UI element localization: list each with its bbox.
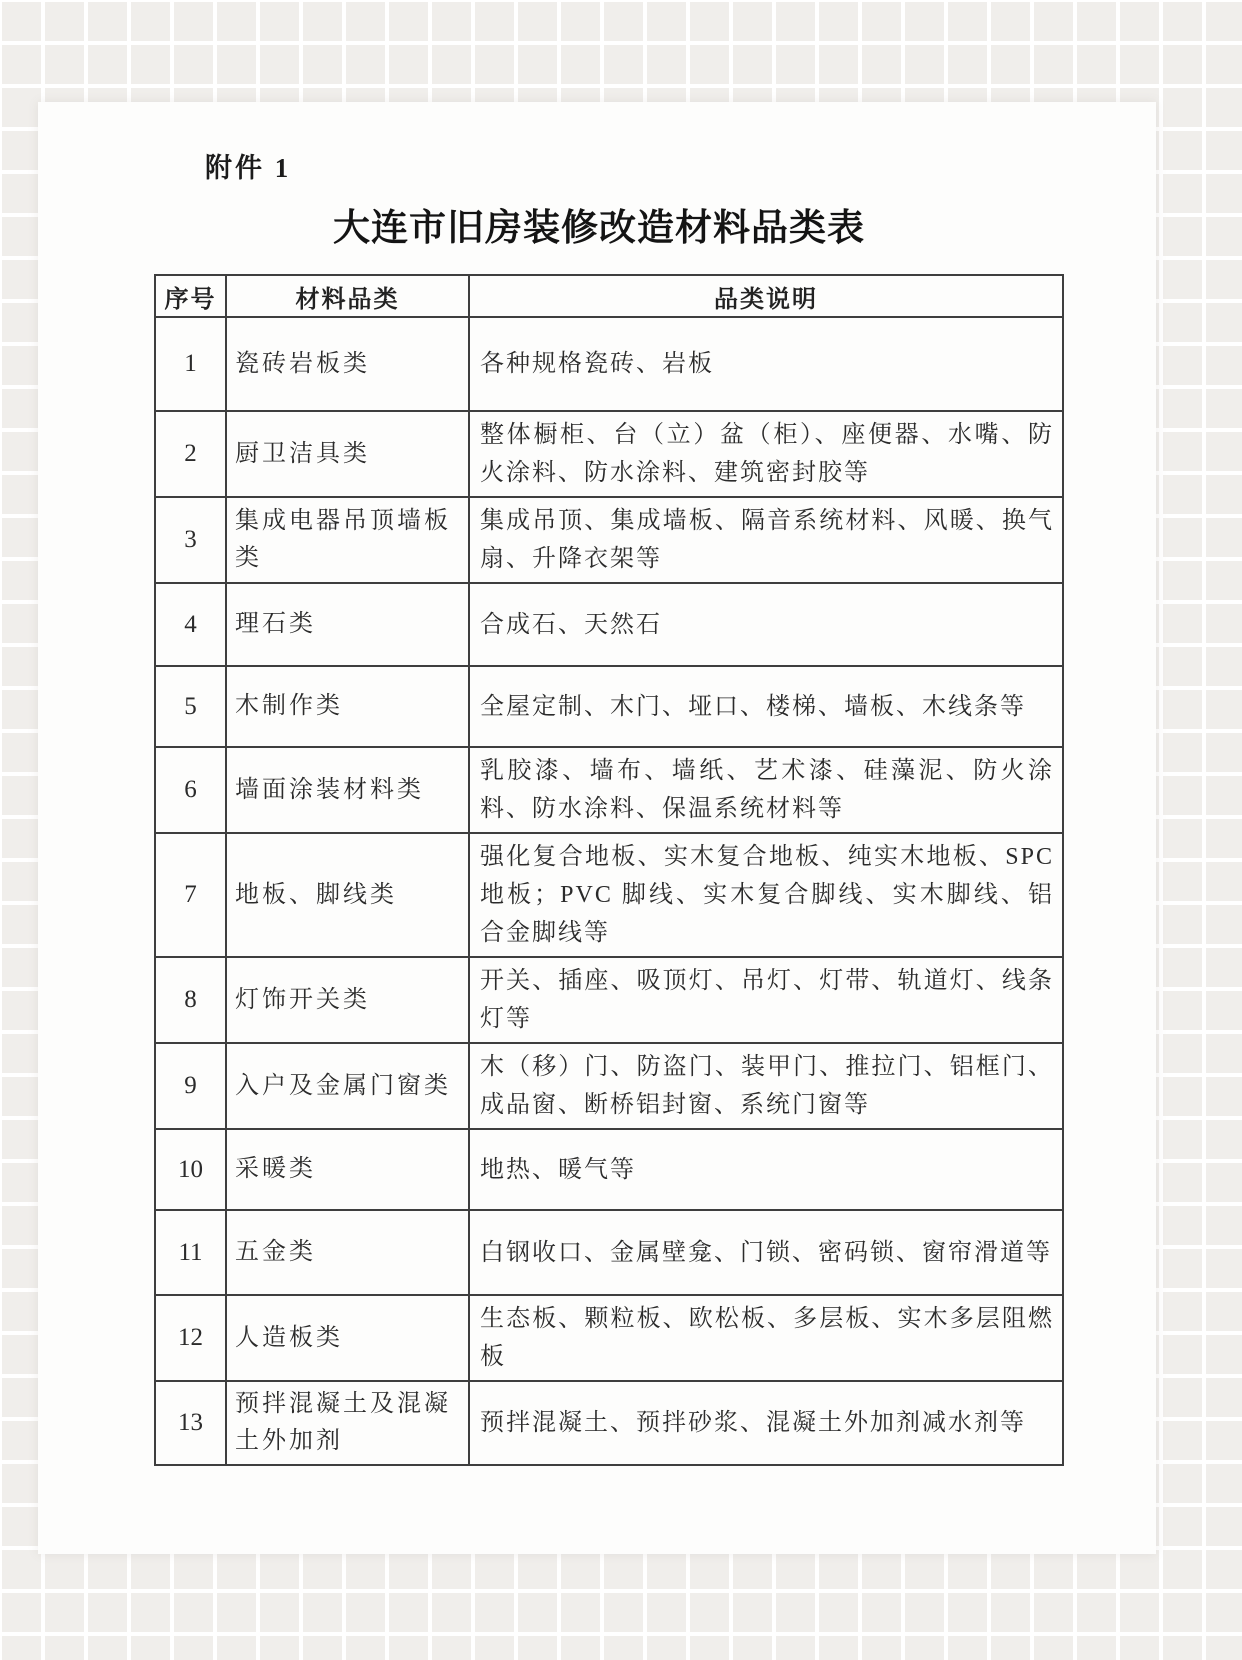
row-no: 6: [155, 747, 226, 833]
table-row: [155, 317, 1063, 411]
row-description: 地热、暖气等: [469, 1129, 1063, 1210]
row-no: 13: [155, 1381, 226, 1465]
row-description: 强化复合地板、实木复合地板、纯实木地板、SPC 地板；PVC 脚线、实木复合脚线、实木脚线、铝合金脚线等: [469, 833, 1063, 957]
row-no: 7: [155, 833, 226, 957]
table-row: [155, 1210, 1063, 1295]
row-no: 11: [155, 1210, 226, 1295]
row-description: 集成吊顶、集成墙板、隔音系统材料、风暖、换气扇、升降衣架等: [469, 497, 1063, 583]
row-category: 五金类: [226, 1210, 469, 1295]
row-description: 木（移）门、防盗门、装甲门、推拉门、铝框门、成品窗、断桥铝封窗、系统门窗等: [469, 1043, 1063, 1129]
row-category: 灯饰开关类: [226, 957, 469, 1043]
row-no: 2: [155, 411, 226, 497]
header-cell-description: 品类说明: [469, 275, 1063, 317]
table-row: [155, 411, 1063, 497]
header-cell-no: 序号: [155, 275, 226, 317]
table-row: [155, 1295, 1063, 1381]
attachment-label: 附件 1: [205, 153, 292, 183]
row-no: 9: [155, 1043, 226, 1129]
table-row: [155, 833, 1063, 957]
row-category: 人造板类: [226, 1295, 469, 1381]
table-row: [155, 1129, 1063, 1210]
row-category: 理石类: [226, 583, 469, 666]
row-description: 生态板、颗粒板、欧松板、多层板、实木多层阻燃板: [469, 1295, 1063, 1381]
table-header-row: [155, 275, 1063, 317]
row-category: 预拌混凝土及混凝土外加剂: [226, 1381, 469, 1465]
row-description: 开关、插座、吸顶灯、吊灯、灯带、轨道灯、线条灯等: [469, 957, 1063, 1043]
row-category: 厨卫洁具类: [226, 411, 469, 497]
document-page: [38, 102, 1156, 1554]
row-description: 合成石、天然石: [469, 583, 1063, 666]
table-row: [155, 1043, 1063, 1129]
row-no: 10: [155, 1129, 226, 1210]
row-description: 乳胶漆、墙布、墙纸、艺术漆、硅藻泥、防火涂料、防水涂料、保温系统材料等: [469, 747, 1063, 833]
row-no: 5: [155, 666, 226, 747]
row-category: 地板、脚线类: [226, 833, 469, 957]
row-no: 1: [155, 317, 226, 411]
table-row: [155, 497, 1063, 583]
row-description: 白钢收口、金属壁龛、门锁、密码锁、窗帘滑道等: [469, 1210, 1063, 1295]
row-no: 4: [155, 583, 226, 666]
table-row: [155, 957, 1063, 1043]
materials-table-body: [155, 317, 1063, 1465]
table-row: [155, 666, 1063, 747]
table-row: [155, 747, 1063, 833]
row-description: 各种规格瓷砖、岩板: [469, 317, 1063, 411]
row-category: 采暖类: [226, 1129, 469, 1210]
row-category: 木制作类: [226, 666, 469, 747]
row-no: 3: [155, 497, 226, 583]
page-title: 大连市旧房装修改造材料品类表: [333, 208, 865, 249]
row-no: 8: [155, 957, 226, 1043]
row-description: 全屋定制、木门、垭口、楼梯、墙板、木线条等: [469, 666, 1063, 747]
materials-table: [154, 274, 1064, 1466]
row-description: 预拌混凝土、预拌砂浆、混凝土外加剂减水剂等: [469, 1381, 1063, 1465]
row-category: 瓷砖岩板类: [226, 317, 469, 411]
table-row: [155, 1381, 1063, 1465]
row-category: 集成电器吊顶墙板类: [226, 497, 469, 583]
table-row: [155, 583, 1063, 666]
row-category: 入户及金属门窗类: [226, 1043, 469, 1129]
header-cell-category: 材料品类: [226, 275, 469, 317]
row-description: 整体橱柜、台（立）盆（柜）、座便器、水嘴、防火涂料、防水涂料、建筑密封胶等: [469, 411, 1063, 497]
row-no: 12: [155, 1295, 226, 1381]
row-category: 墙面涂装材料类: [226, 747, 469, 833]
